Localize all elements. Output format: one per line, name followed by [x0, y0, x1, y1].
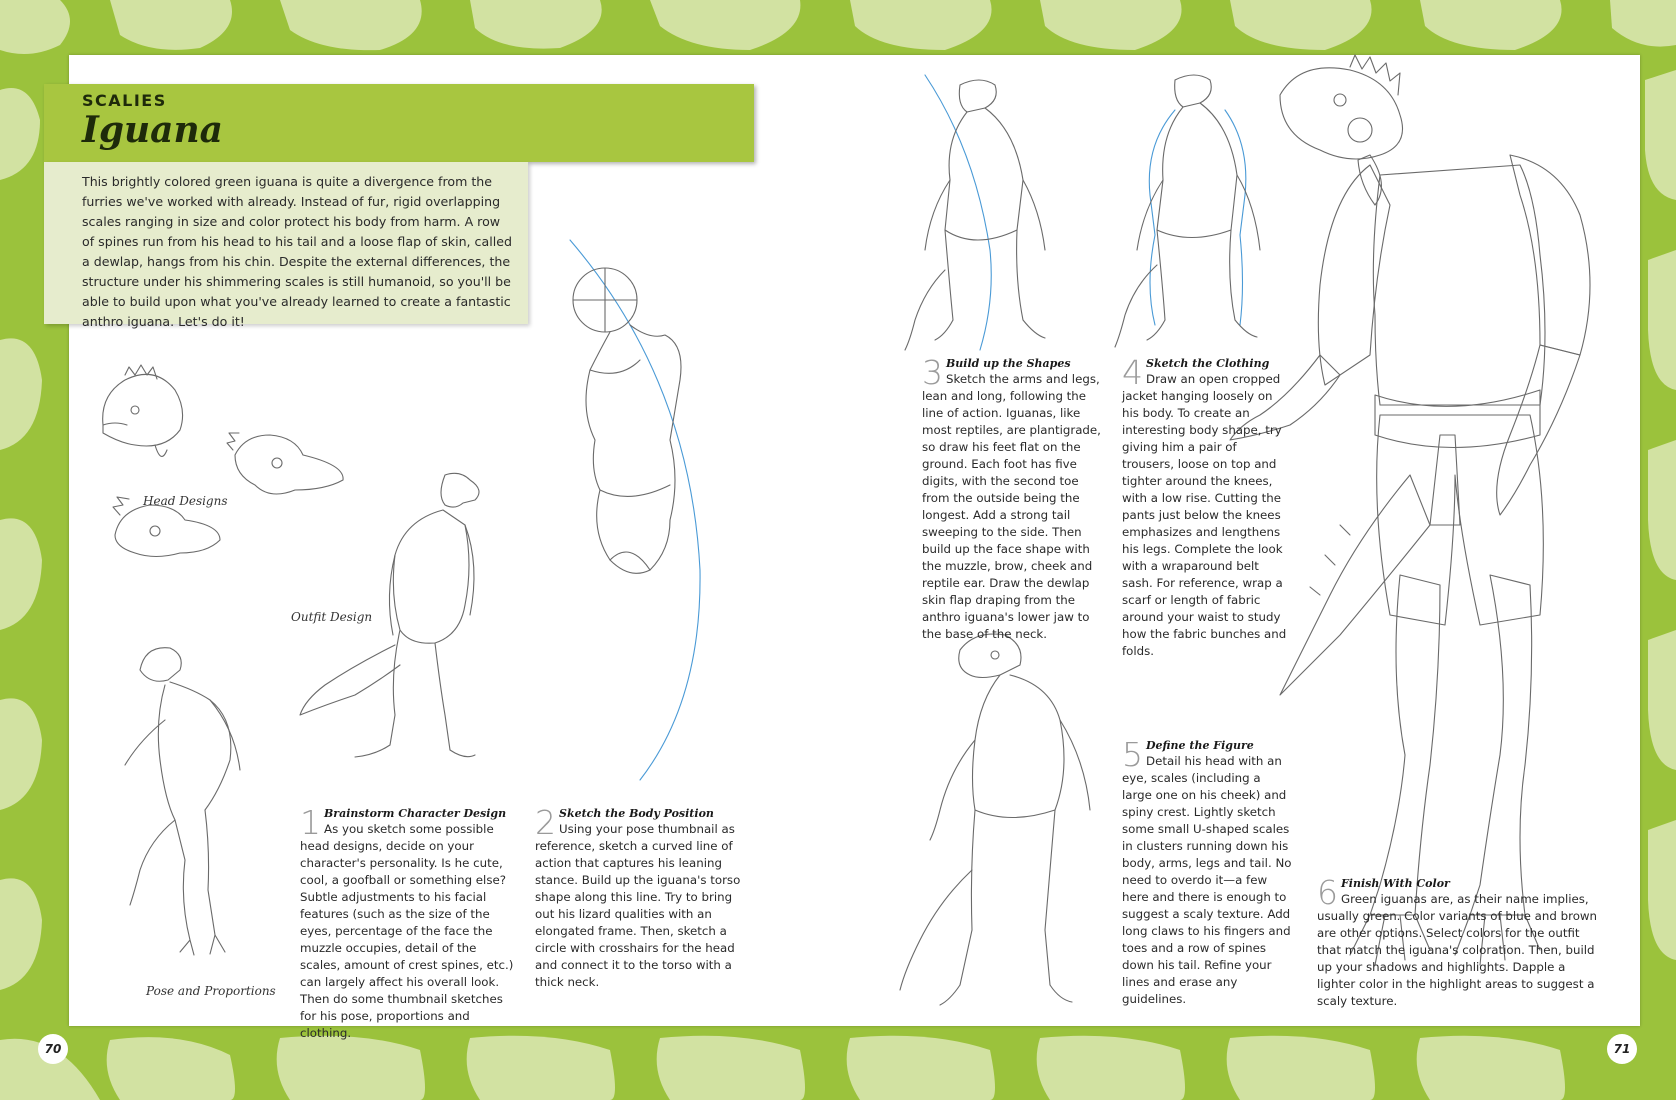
step-title: Build up the Shapes: [946, 357, 1071, 370]
pose-proportions-sketch: [110, 640, 270, 970]
step-1: [300, 803, 515, 1042]
step-body: Using your pose thumbnail as reference, sketch a curved line of action that captures his leaning stance. Build up the iguana's torso shape along this line. Try to bring out his lizard qualities with an elongated frame. Then, sketch a circle with crosshairs for the head and connect it to the torso with a thick neck.: [535, 822, 741, 989]
step-5: [1122, 735, 1294, 1008]
step3-shapes-sketch: [905, 70, 1085, 360]
caption-head-designs: Head Designs: [143, 494, 228, 508]
step-title: Finish With Color: [1341, 877, 1450, 890]
step6-colored-iguana: [1240, 55, 1640, 980]
step-6: [1317, 873, 1602, 1010]
intro-paragraph: This brightly colored green iguana is quite a divergence from the furries we've worked with already. Instead of fur, rigid overlapping scales ranging in size and color protect his body from harm. A row of spines run from his head to his tail and a loose flap of skin, called a dewlap, hangs from his chin. Despite the external differences, the structure under his shimmering scales is still humanoid, so you'll be able to build upon what you've already learned to create a fantastic anthro iguana. Let's do it!: [82, 174, 512, 329]
step-title: Brainstorm Character Design: [324, 807, 507, 820]
step-number: 2: [535, 803, 556, 842]
page-number-right: 71: [1607, 1034, 1637, 1064]
step-3: [922, 353, 1102, 643]
caption-outfit-design: Outfit Design: [291, 610, 373, 624]
step-4: [1122, 353, 1287, 660]
step5-figure-sketch: [900, 630, 1110, 1015]
step-title: Sketch the Clothing: [1146, 357, 1270, 370]
section-kicker: SCALIES: [82, 91, 167, 110]
step-number: 1: [300, 803, 321, 842]
page-number-left: 70: [38, 1034, 68, 1064]
step-number: 5: [1122, 735, 1143, 774]
step-body: Detail his head with an eye, scales (including a large one on his cheek) and spiny crest. Lightly sketch some small U-shaped scales in clusters running down his body, arms, legs and tail. No need to overdo it—a few here and there is enough to suggest a scaly texture. Add long claws to his fingers and toes and a row of spines down his tail. Refine your lines and erase any guidelines.: [1122, 754, 1292, 1006]
page-title: Iguana: [82, 109, 224, 151]
step-body: As you sketch some possible head designs, decide on your character's personality. Is he cute, cool, a goofball or something else? Subtle adjustments to his facial features (such as the size of the eyes, percentage of the face the muzzle occupies, detail of the scales, amount of crest spines, etc.) can largely affect his overall look. Then do some thumbnail sketches for his pose, proportions and clothing.: [300, 822, 514, 1040]
step-number: 4: [1122, 353, 1143, 392]
caption-pose-proportions: Pose and Proportions: [146, 984, 276, 998]
step-number: 6: [1317, 873, 1338, 912]
step-2: [535, 803, 750, 991]
step-title: Sketch the Body Position: [559, 807, 714, 820]
step-title: Define the Figure: [1146, 739, 1254, 752]
step-body: Green iguanas are, as their name implies, usually green. Color variants of blue and brown are other options. Select colors for the outfit that match the iguana's coloration. Then, build up your shadows and highlights. Dapple a lighter color in the highlight areas to suggest a scaly texture.: [1317, 892, 1598, 1008]
step-body: Draw an open cropped jacket hanging loosely on his body. To create an interesting body shape, try giving him a pair of trousers, loose on top and tighter around the knees, with a low rise. Cutting the pants just below the knees emphasizes and lengthens his legs. Complete the look with a wraparound belt sash. For reference, wrap a scarf or length of fabric around your waist to study how the fabric bunches and folds.: [1122, 372, 1287, 658]
step-number: 3: [922, 353, 943, 392]
step-body: Sketch the arms and legs, lean and long, following the line of action. Iguanas, like most reptiles, are plantigrade, so draw his feet flat on the ground. Each foot has five digits, with the second toe from the outside being the longest. Add a strong tail sweeping to the side. Then build up the face shape with the muzzle, brow, cheek and reptile ear. Draw the dewlap skin flap draping from the anthro iguana's lower jaw to the base of the neck.: [922, 372, 1101, 641]
step2-torso-sketch: [570, 240, 720, 785]
